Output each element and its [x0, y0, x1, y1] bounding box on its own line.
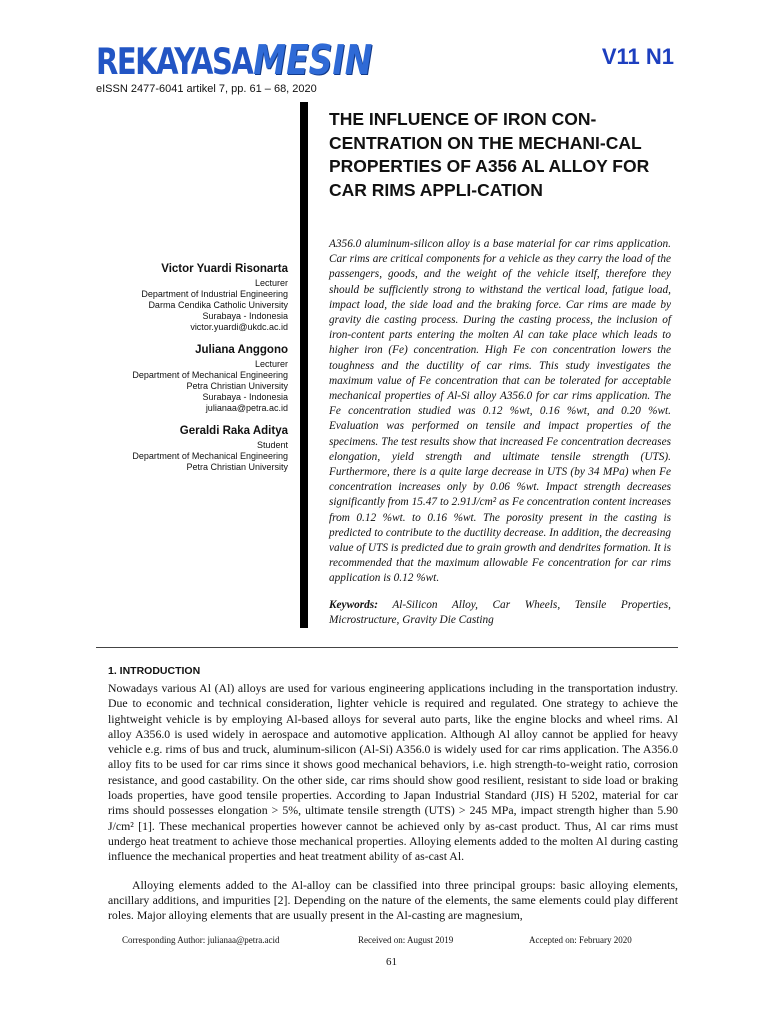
journal-logo: [96, 35, 373, 84]
author-institution: Darma Cendika Catholic University: [148, 300, 288, 310]
corresponding-author: Corresponding Author: julianaa@petra.acid: [122, 935, 280, 945]
author-block: [88, 424, 288, 473]
keywords-text: Al-Silicon Alloy, Car Wheels, Tensile Properties, Microstructure, Gravity Die Casting: [329, 599, 671, 627]
author-institution: Petra Christian University: [186, 462, 288, 472]
author-email: julianaa@petra.ac.id: [205, 403, 288, 413]
section-divider: [96, 647, 678, 648]
author-department: Department of Industrial Engineering: [141, 289, 288, 299]
author-role: Student: [256, 440, 288, 450]
received-date: Received on: August 2019: [358, 935, 454, 945]
author-role: Lecturer: [254, 359, 288, 369]
page-number: 61: [386, 956, 397, 968]
paragraph: Nowadays various Al (Al) alloys are used for various engineering applications including in the transportation industry. Due to economic and technical consideration, lighter vehicle is required and regulated. One strategy to achieve the lightweight vehicle is by employing Al-based alloys for several auto parts, like the engine blocks and wheel rims. Al alloy A356.0 is used widely in aerospace and automotive application. Although Al alloy cannot be applied for heavy vehicle e.g. rims of bus and truck, aluminum-silicon (Al-Si) A356.0 is widely used for car rims application. The A356.0 alloy fits to be used for car rims since it shows good mechanical behaviors, i.e. high strength-to-weight ratio, corrosion resistance, and good castability. On the other side, car rims should show good resilient, resistant to side load or braking loads properties, have good tensile properties. According to Japan Industrial Standard (JIS) H 5202, material for car rims should possesses elongation > 5%, ultimate tensile strength (UTS) > 245 MPa, impact strength higher than 5.90 J/cm² [1]. These mechanical properties however cannot be achieved only by as-cast product. Thus, Al car rims must undergo heat treatment to achieve those mechanical properties. Alloying elements added to the molten Al during casting influence the mechanical properties and heat treatment ability of as-cast Al.: [108, 681, 678, 864]
section-heading: 1. INTRODUCTION: [108, 665, 201, 677]
title-side-bar: [300, 102, 308, 628]
paper-title: THE INFLUENCE OF IRON CON-CENTRATION ON THE MECHANI-CAL PROPERTIES OF A356 AL ALLOY FOR CAR RIMS APPLI-CATION: [329, 109, 650, 200]
logo-text-rekayasa: REKAYASA: [96, 40, 253, 83]
body-text: [108, 681, 678, 923]
author-email: victor.yuardi@ukdc.ac.id: [190, 322, 288, 332]
logo-text-mesin: MESIN: [253, 35, 373, 84]
author-name: Geraldi Raka Aditya: [179, 425, 288, 437]
abstract: A356.0 aluminum-silicon alloy is a base material for car rims application. Car rims are critical components for a vehicle as they carry the load of the passengers, goods, and the weight of the vehicle itself, therefore they should be sufficiently strong to withstand the vertical load, fatigue load, impact load, the side load and the braking force. Car rims are made by gravity die casting process. During the casting process, the inclusion of iron-content parts entering the molten Al can take place which leads to higher iron (Fe) concentration. High Fe con concentration lowers the toughness and the ductility of car rims. This study investigates the maximum value of Fe concentration that can be tolerated for acceptable mechanical properties of Al-Si alloy A356.0 for car rims application. The Fe concentration studied was 0.12 %wt, 0.16 %wt, and 0.20 %wt. Evaluation was performed on tensile and impact properties of the specimens. The test results show that increased Fe concentration decreases elongation, yield strength and ultimate tensile strength (UTS). Furthermore, there is a quite large decrease in UTS (by 34 MPa) when Fe concentration increases only by 0.06 %wt. Impact strength decreases significantly from 15.47 to 2.91J/cm² as Fe concentration content increases from 0.12 %wt. to 0.16 %wt. The porosity present in the casting is predicted to contribute to the ductility decrease. In addition, the decreasing value of UTS is predicted due to grain growth and dendrites formation. It is recommended that the maximum allowable Fe concentration for car rims application is 0.12 %wt.: [329, 238, 671, 585]
issn-line: eISSN 2477-6041 artikel 7, pp. 61 – 68, 2020: [96, 83, 317, 95]
accepted-date: Accepted on: February 2020: [529, 935, 632, 945]
author-location: Surabaya - Indonesia: [202, 311, 288, 321]
author-location: Surabaya - Indonesia: [202, 392, 288, 402]
author-name: Juliana Anggono: [195, 344, 288, 356]
author-role: Lecturer: [254, 278, 288, 288]
author-block: [88, 262, 288, 333]
author-name: Victor Yuardi Risonarta: [161, 263, 288, 275]
author-block: [88, 343, 288, 414]
author-institution: Petra Christian University: [186, 381, 288, 391]
paragraph: Alloying elements added to the Al-alloy can be classified into three principal groups: basic alloying elements, ancillary additions, and impurities [2]. Depending on the nature of the elements, the same elements could play different roles. Major alloying elements that are usually present in the Al-casting are magnesium,: [108, 877, 678, 923]
author-department: Department of Mechanical Engineering: [132, 451, 288, 461]
keywords-label: Keywords:: [329, 599, 378, 611]
volume-issue: V11 N1: [601, 44, 674, 69]
keywords: [329, 598, 671, 628]
author-department: Department of Mechanical Engineering: [132, 370, 288, 380]
author-list: [88, 262, 288, 483]
